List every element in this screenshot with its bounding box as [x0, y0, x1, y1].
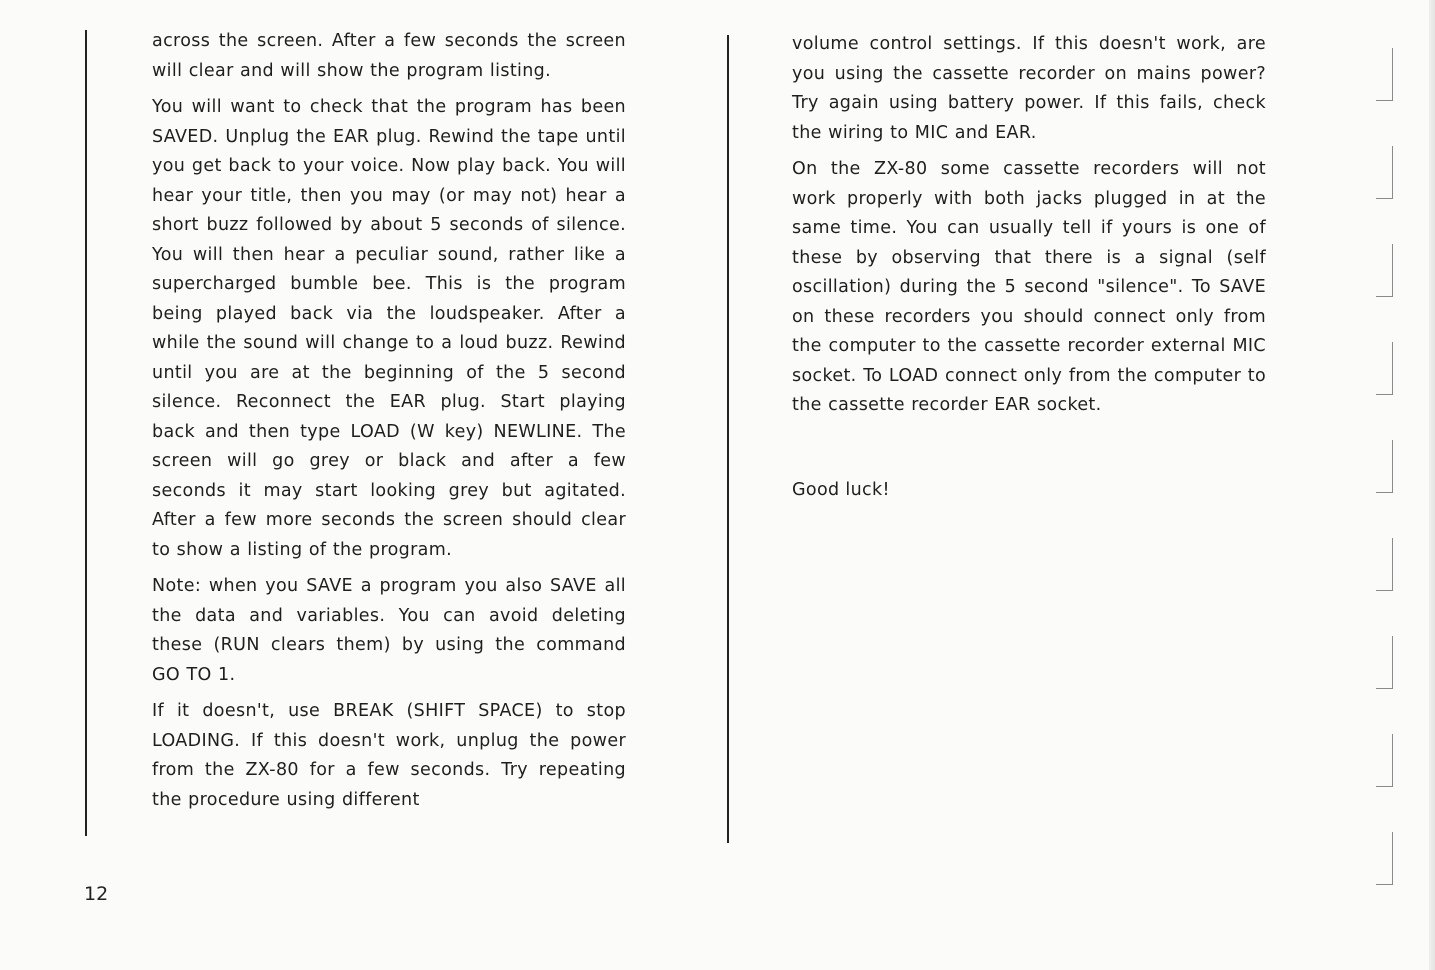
- binder-tab-mark: [1376, 146, 1393, 199]
- left-margin-rule: [85, 30, 87, 836]
- binder-tab-mark: [1376, 342, 1393, 395]
- paragraph: On the ZX-80 some cassette recorders will not work properly with both jacks plugged in at the same time. You can usually tell if yours is one of these by observing that there is a signal (self oscillation) during the 5 second "silence". To SAVE on these recorders you should connect only from the computer to the cassette recorder external MIC socket. To LOAD connect only from the computer to the cassette recorder EAR socket.: [792, 159, 1266, 415]
- paragraph: If it doesn't, use BREAK (SHIFT SPACE) to stop LOADING. If this doesn't work, unplug the power from the ZX-80 for a few seconds. Try repeating the procedure using different: [152, 701, 626, 810]
- binder-tab-mark: [1376, 244, 1393, 297]
- paragraph: volume control settings. If this doesn't work, are you using the cassette recorder on mains power? Try again using battery power. If this fails, check the wiring to MIC and EAR.: [792, 34, 1266, 143]
- right-text-column: [792, 30, 1266, 421]
- paragraph: Note: when you SAVE a program you also SAVE all the data and variables. You can avoid deleting these (RUN clears them) by using the command GO TO 1.: [152, 576, 626, 685]
- closing-text: Good luck!: [792, 480, 890, 500]
- right-margin-rule: [727, 35, 729, 843]
- page-edge: [1429, 0, 1435, 970]
- binder-tab-mark: [1376, 440, 1393, 493]
- left-text-column: [152, 27, 626, 815]
- binder-tab-mark: [1376, 734, 1393, 787]
- binder-tab-mark: [1376, 538, 1393, 591]
- binder-tab-mark: [1376, 832, 1393, 885]
- binder-tab-marks: [1376, 0, 1406, 970]
- binder-tab-mark: [1376, 636, 1393, 689]
- paragraph: across the screen. After a few seconds the screen will clear and will show the program listing.: [152, 31, 626, 81]
- binder-tab-mark: [1376, 48, 1393, 101]
- paragraph: You will want to check that the program has been SAVED. Unplug the EAR plug. Rewind the tape until you get back to your voice. Now play back. You will hear your title, then you may (or may not) hear a short buzz followed by about 5 seconds of silence. You will then hear a peculiar sound, rather like a supercharged bumble bee. This is the program being played back via the loudspeaker. After a while the sound will change to a loud buzz. Rewind until you are at the beginning of the 5 second silence. Reconnect the EAR plug. Start playing back and then type LOAD (W key) NEWLINE. The screen will go grey or black and after a few seconds it may start looking grey but agitated. After a few more seconds the screen should clear to show a listing of the program.: [152, 97, 626, 560]
- page-number: 12: [84, 883, 109, 905]
